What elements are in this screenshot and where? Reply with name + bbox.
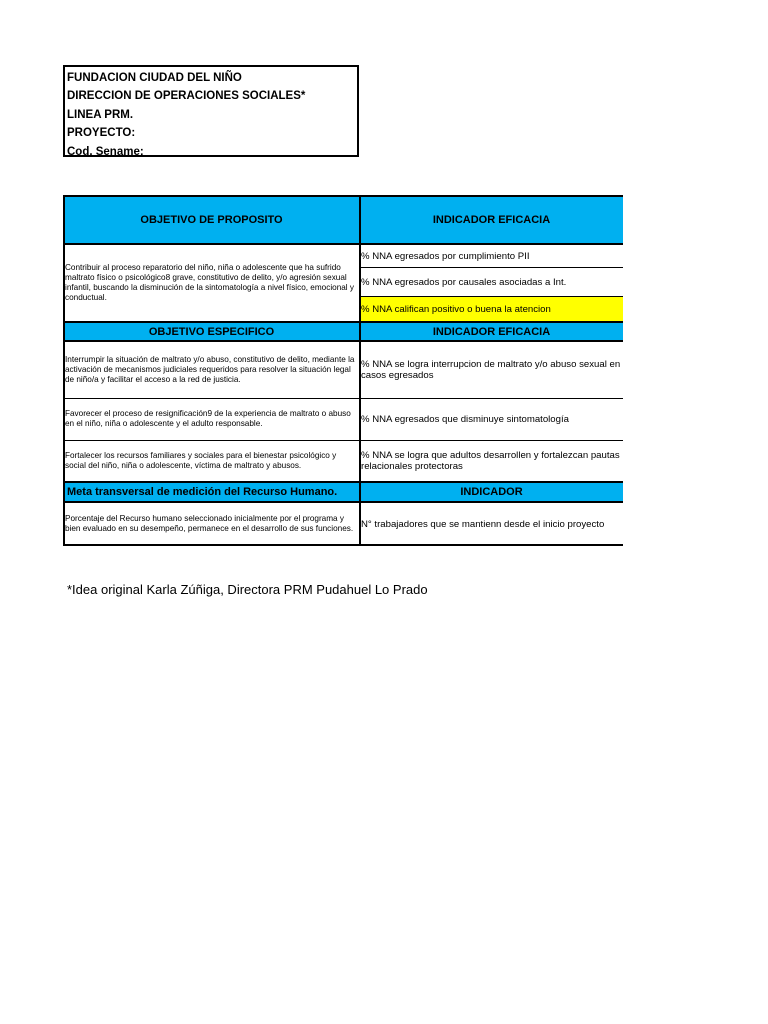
table-border-left <box>63 195 65 546</box>
especifico-2-text: Favorecer el proceso de resignificación9 de la experiencia de maltrato o abuso en el niño, niña o adolescente y el adulto responsable. <box>65 409 351 428</box>
row-separator <box>63 243 623 245</box>
header-indicador: INDICADOR <box>360 482 623 502</box>
organization-header <box>63 65 359 157</box>
header-indicador-eficacia: INDICADOR EFICACIA <box>360 195 623 244</box>
objectives-table <box>63 195 623 546</box>
row-separator <box>63 340 623 342</box>
meta-text: Porcentaje del Recurso humano seleccionado inicialmente por el programa y bien evaluado en su desempeño, permanece en el desarrollo de sus funciones. <box>65 514 354 533</box>
row-separator <box>360 296 623 297</box>
header-line-proyecto: PROYECTO: <box>67 127 136 140</box>
header-line-linea: LINEA PRM. <box>67 108 134 121</box>
proposito-indicator-1: % NNA egresados por cumplimiento PII <box>361 250 530 262</box>
header-indicador-eficacia-2: INDICADOR EFICACIA <box>360 322 623 341</box>
especifico-3-indicator: % NNA se logra que adultos desarrollen y fortalezcan pautas relacionales protectoras <box>361 450 620 472</box>
table-border-middle <box>359 195 361 546</box>
especifico-2-indicator: % NNA egresados que disminuye sintomatología <box>361 413 569 425</box>
proposito-indicator-3: % NNA califican positivo o buena la atencion <box>360 297 623 322</box>
footnote: *Idea original Karla Zúñiga, Directora PRM Pudahuel Lo Prado <box>67 582 428 597</box>
meta-transversal-title: Meta transversal de medición del Recurso Humano. <box>63 482 360 502</box>
header-line-cod-sename: Cod. Sename: <box>67 145 144 158</box>
table-border-bottom <box>63 544 623 546</box>
row-separator <box>63 321 623 323</box>
especifico-1-indicator: % NNA se logra interrupcion de maltrato y/o abuso sexual en casos egresados <box>361 358 621 381</box>
header-objetivo-especifico: OBJETIVO ESPECIFICO <box>63 322 360 341</box>
proposito-indicator-2: % NNA egresados por causales asociadas a Int. <box>361 277 567 288</box>
row-separator <box>63 481 623 483</box>
table-border-top <box>63 195 623 197</box>
proposito-text: Contribuir al proceso reparatorio del niño, niña o adolescente que ha sufrido maltrato físico o psicológico8 grave, constitutivo de delito, y/o agresión sexual infantil, buscando la disminución de la sintomatología a nivel físico, emocional y conductual. <box>65 263 354 302</box>
meta-indicator: N° trabajadores que se mantienn desde el inicio proyecto <box>361 518 605 530</box>
row-separator <box>63 501 623 503</box>
especifico-3-text: Fortalecer los recursos familiares y sociales para el bienestar psicológico y social del niño, niña o adolescente, víctima de maltrato y abusos. <box>65 451 337 470</box>
header-objetivo-proposito: OBJETIVO DE PROPOSITO <box>63 195 360 244</box>
row-separator <box>63 398 623 399</box>
row-separator <box>63 440 623 441</box>
especifico-1-text: Interrumpir la situación de maltrato y/o abuso, constitutivo de delito, mediante la activación de mecanismos judiciales requeridos para resolver la situación legal de niño/a y facilitar el acceso a la red de justicia. <box>65 354 355 384</box>
header-line-direction: DIRECCION DE OPERACIONES SOCIALES* <box>67 90 306 103</box>
header-line-foundation: FUNDACION CIUDAD DEL NIÑO <box>67 72 242 84</box>
row-separator <box>360 267 623 268</box>
